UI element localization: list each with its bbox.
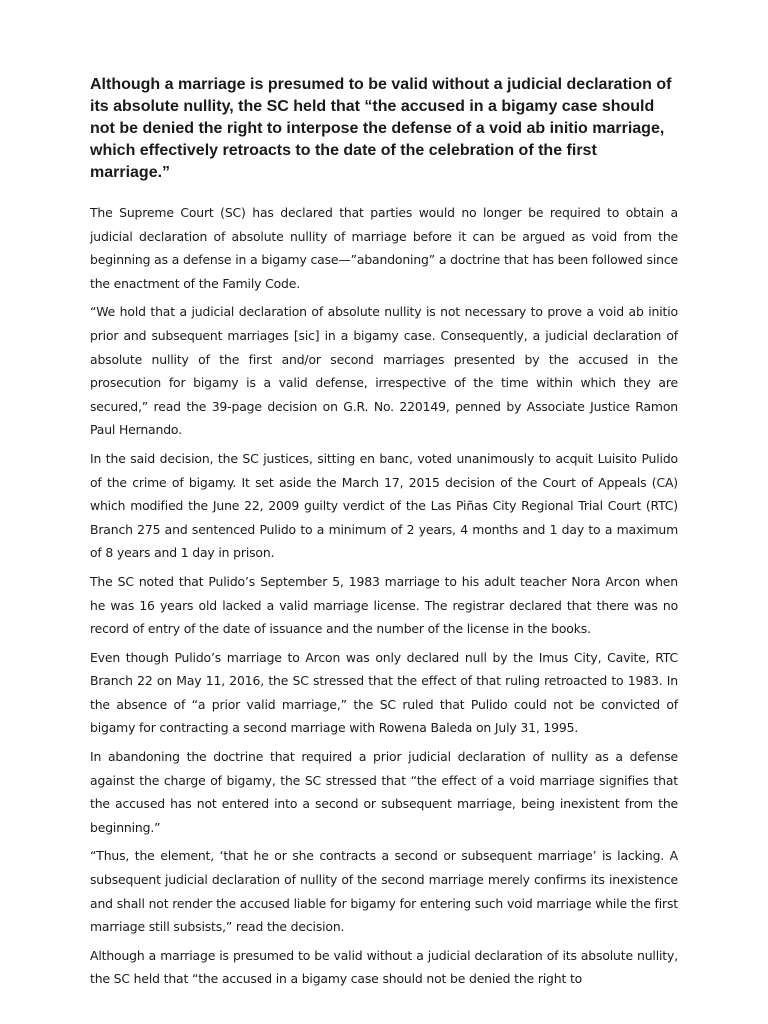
paragraph-1: The Supreme Court (SC) has declared that parties would no longer be required to obtain a judicial declaration of absolute nullity of marriage before it can be argued as void from the beginning as a defense in a bigamy case—”abandoning” a doctrine that has been followed since the enactment of the Family Code.	[90, 205, 678, 291]
paragraph-5: Even though Pulido’s marriage to Arcon was only declared null by the Imus City, Cavite, RTC Branch 22 on May 11, 2016, the SC stressed that the effect of that ruling retroacted to 1983. In the absence of “a prior valid marriage,” the SC ruled that Pulido could not be convicted of bigamy for contracting a second marriage with Rowena Baleda on July 31, 1995.	[90, 649, 678, 736]
paragraph-4: The SC noted that Pulido’s September 5, 1983 marriage to his adult teacher Nora Arcon when he was 16 years old lacked a valid marriage license. The registrar declared that there was no record of entry of the date of issuance and the number of the license in the books.	[90, 573, 678, 637]
pull-quote-headline	[90, 74, 678, 184]
article	[90, 74, 678, 996]
paragraph-7: “Thus, the element, ‘that he or she contracts a second or subsequent marriage’ is lacking. A subsequent judicial declaration of nullity of the second marriage merely confirms its inexistence and shall not render the accused liable for bigamy for entering such void marriage while the first marriage still subsists,” read the decision.	[90, 848, 678, 935]
paragraph-3: In the said decision, the SC justices, sitting en banc, voted unanimously to acquit Luisito Pulido of the crime of bigamy. It set aside the March 17, 2015 decision of the Court of Appeals (CA) which modified the June 22, 2009 guilty verdict of the Las Piñas City Regional Trial Court (RTC) Branch 275 and sentenced Pulido to a minimum of 2 years, 4 months and 1 day to a maximum of 8 years and 1 day in prison.	[90, 450, 678, 561]
paragraph-8: Although a marriage is presumed to be valid without a judicial declaration of its absolute nullity, the SC held that “the accused in a bigamy case should not be denied the right to	[90, 947, 678, 987]
headline-part-2: of a void ab initio marriage, which effectively retroacts to the date of the celebration of the first marriage.”	[90, 120, 665, 181]
headline-part-1: Although a marriage is presumed to be valid without a judicial declaration of its absolute nullity, the SC held that “	[90, 76, 672, 115]
paragraph-2: “We hold that a judicial declaration of absolute nullity is not necessary to prove a void ab initio prior and subsequent marriages [sic] in a bigamy case. Consequently, a judicial declaration of absolute nullity of the first and/or second marriages presented by the accused in the prosecution for bigamy is a valid defense, irrespective of the time within which they are secured,” read the 39-page decision on G.R. No. 220149, penned by Associate Justice Ramon Paul Hernando.	[90, 304, 678, 438]
paragraph-6: In abandoning the doctrine that required a prior judicial declaration of nullity as a defense against the charge of bigamy, the SC stressed that “the effect of a void marriage signifies that the accused has not entered into a second or subsequent marriage, being inexistent from the beginning.”	[90, 749, 678, 835]
headline-emphasis: the accused in a bigamy case should not be denied the right to interpose the defense	[90, 98, 655, 137]
